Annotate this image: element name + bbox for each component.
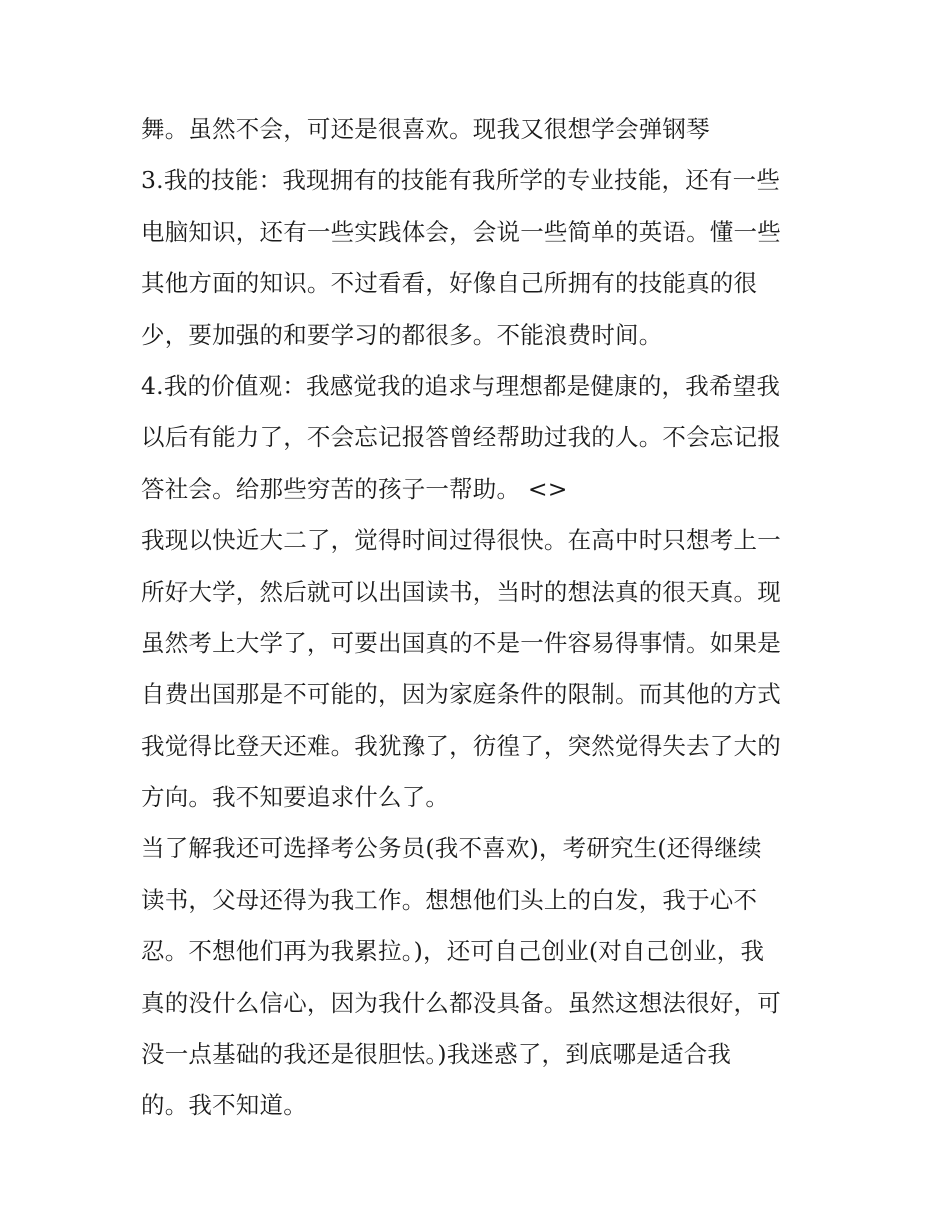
text-line-17: 忍。不想他们再为我累拉。)，还可自己创业(对自己创业，我	[141, 937, 765, 966]
text-line-18: 真的没什么信心，因为我什么都没具备。虽然这想法很好，可	[141, 988, 781, 1017]
text-line-13: 我觉得比登天还难。我犹豫了，彷徨了，突然觉得失去了大的	[141, 731, 781, 760]
text-line-6: 4.我的价值观：我感觉我的追求与理想都是健康的，我希望我	[141, 371, 781, 400]
text-line-15: 当了解我还可选择考公务员(我不喜欢)，考研究生(还得继续	[141, 834, 762, 863]
text-line-10: 所好大学，然后就可以出国读书，当时的想法真的很天真。现	[141, 577, 781, 606]
text-line-1: 舞。虽然不会，可还是很喜欢。现我又很想学会弹钢琴	[141, 115, 710, 143]
text-line-3: 电脑知识，还有一些实践体会，会说一些简单的英语。懂一些	[141, 217, 781, 246]
text-line-9: 我现以快近大二了，觉得时间过得很快。在高中时只想考上一	[141, 526, 781, 555]
text-line-7: 以后有能力了，不会忘记报答曾经帮助过我的人。不会忘记报	[141, 423, 781, 452]
text-line-16: 读书，父母还得为我工作。想想他们头上的白发，我于心不	[141, 885, 758, 914]
text-line-2: 3.我的技能：我现拥有的技能有我所学的专业技能，还有一些	[141, 166, 781, 195]
text-line-11: 虽然考上大学了，可要出国真的不是一件容易得事情。如果是	[141, 628, 781, 657]
text-line-5: 少，要加强的和要学习的都很多。不能浪费时间。	[141, 320, 663, 349]
text-line-19: 没一点基础的我还是很胆怯。)我迷惑了，到底哪是适合我	[141, 1040, 732, 1069]
text-line-14: 方向。我不知要追求什么了。	[141, 783, 450, 812]
text-line-4: 其他方面的知识。不过看看，好像自己所拥有的技能真的很	[141, 269, 758, 298]
text-line-20: 的。我不知道。	[141, 1091, 307, 1120]
text-line-12: 自费出国那是不可能的，因为家庭条件的限制。而其他的方式	[141, 680, 781, 709]
text-line-8: 答社会。给那些穷苦的孩子一帮助。 <>	[141, 474, 568, 503]
body-text	[141, 104, 831, 1132]
